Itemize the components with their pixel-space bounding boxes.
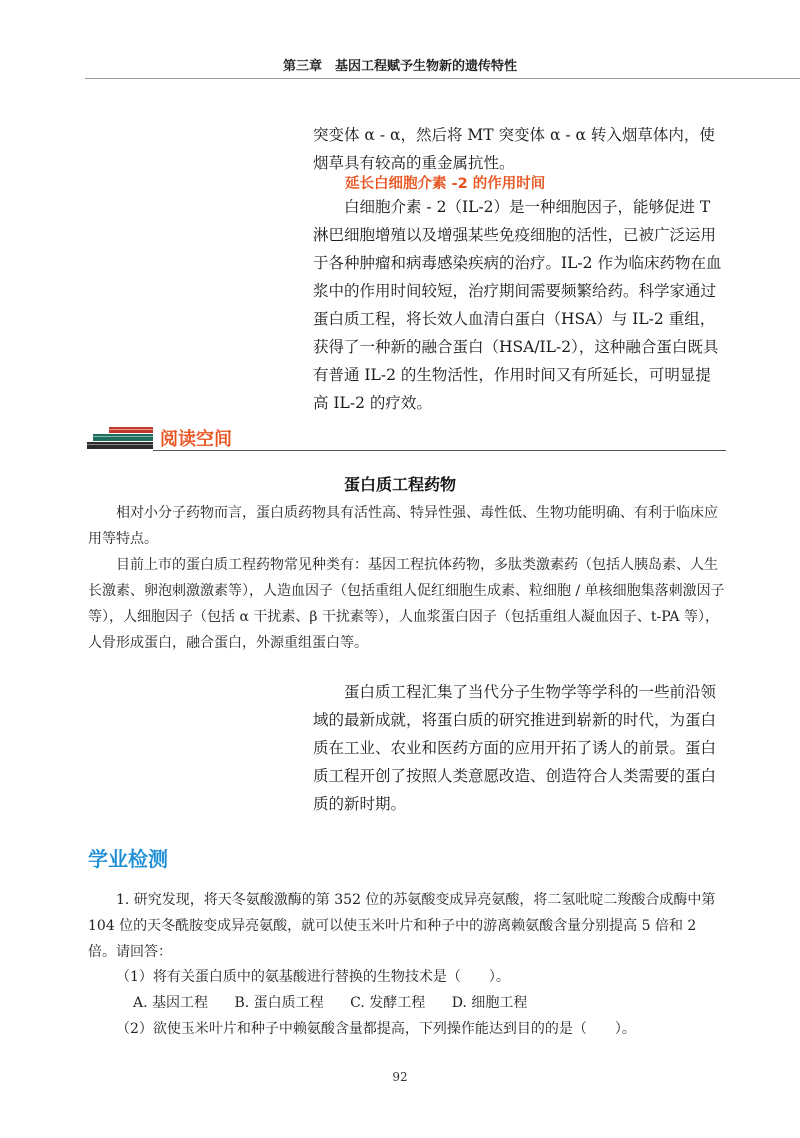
header-divider — [85, 78, 800, 79]
intro-paragraph: 白细胞介素 - 2（IL-2）是一种细胞因子，能够促进 T 淋巴细胞增殖以及增强某些免疫细胞的活性，已被广泛运用于各种肿瘤和病毒感染疾病的治疗。IL-2 作为临床药物在血浆中的作用时间较短，治疗期间需要频繁给药。科学家通过蛋白质工程，将长效人血清白蛋白（HSA）与 IL-2 重组，获得了一种新的融合蛋白（HSA/IL-2），这种融合蛋白既具有普通 IL-2 的生物活性，作用时间又有所延长，可明显提高 IL-2 的疗效。 — [313, 198, 722, 412]
reading-space-label: 阅读空间 — [160, 429, 232, 450]
question-1-options — [133, 990, 549, 1016]
summary-paragraph: 蛋白质工程汇集了当代分子生物学等学科的一些前沿领域的最新成就，将蛋白质的研究推进到崭新的时代，为蛋白质在工业、农业和医药方面的应用开拓了诱人的前景。蛋白质工程开创了按照人类意愿改造、创造符合人类需要的蛋白质的新时期。 — [313, 683, 717, 813]
article-title: 蛋白质工程药物 — [343, 475, 456, 494]
reading-space-banner — [0, 422, 800, 454]
option-c[interactable]: C. 发酵工程 — [350, 995, 426, 1011]
chapter-title: 第三章 基因工程赋予生物新的遗传特性 — [282, 59, 517, 74]
question-1-part-2: （2）欲使玉米叶片和种子中赖氨酸含量都提高，下列操作能达到目的的是（ ）。 — [116, 1021, 636, 1037]
intro-continuation: 突变体 α - α，然后将 MT 突变体 α - α 转入烟草体内，使烟草具有较高的重金属抗性。 — [313, 126, 715, 172]
reading-space-divider — [153, 450, 726, 451]
article-paragraph-2: 目前上市的蛋白质工程药物常见种类有：基因工程抗体药物，多肽类激素药（包括人胰岛素、人生长激素、卵泡刺激激素等），人造血因子（包括重组人促红细胞生成素、粒细胞 / 单核细胞集落刺激因子等），人细胞因子（包括 α 干扰素、β 干扰素等），人血浆蛋白因子（包括重组人凝血因子、t-PA 等），人骨形成蛋白，融合蛋白，外源重组蛋白等。 — [88, 557, 725, 651]
intro-subheading: 延长白细胞介素 -2 的作用时间 — [345, 176, 546, 192]
option-d[interactable]: D. 细胞工程 — [451, 995, 528, 1011]
question-1-stem: 1. 研究发现，将天冬氨酸激酶的第 352 位的苏氨酸变成异亮氨酸，将二氢吡啶二羧酸合成酶中第 104 位的天冬酰胺变成异亮氨酸，就可以使玉米叶片和种子中的游离赖氨酸含量分别提高 5 倍和 2 倍。请回答： — [88, 892, 716, 960]
question-1-part-1: （1）将有关蛋白质中的氨基酸进行替换的生物技术是（ ）。 — [116, 969, 510, 985]
stacked-books-icon — [87, 427, 155, 449]
page-number: 92 — [392, 1070, 408, 1084]
article-paragraph-1: 相对小分子药物而言，蛋白质药物具有活性高、特异性强、毒性低、生物功能明确、有利于临床应用等特点。 — [88, 505, 718, 547]
option-a[interactable]: A. 基因工程 — [133, 995, 209, 1011]
assessment-title: 学业检测 — [88, 847, 168, 871]
option-b[interactable]: B. 蛋白质工程 — [234, 995, 324, 1011]
